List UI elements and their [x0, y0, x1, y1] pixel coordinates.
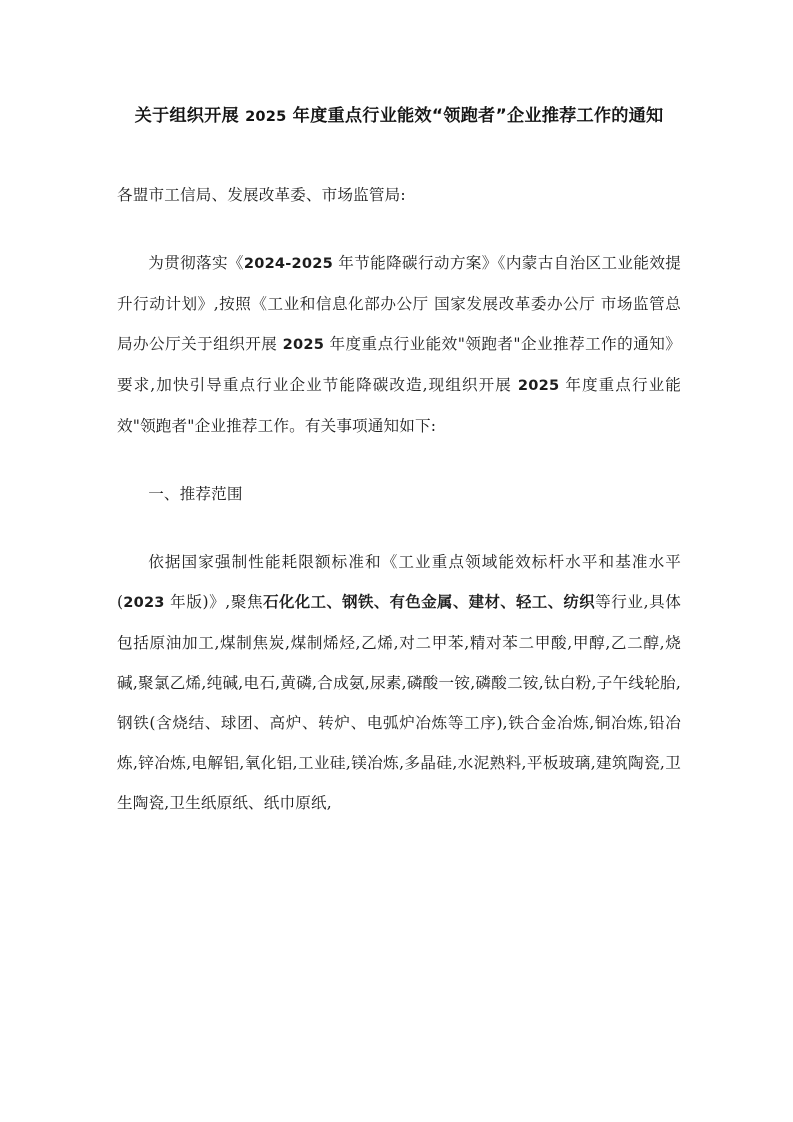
paragraph-preamble: 为贯彻落实《2024-2025 年节能降碳行动方案》《内蒙古自治区工业能效提升行动计划》,按照《工业和信息化部办公厅 国家发展改革委办公厅 市场监管总局办公厅关于组织开展 2025 年度重点行业能效"领跑者"企业推荐工作的通知》要求,加快引导重点行业企业节能降碳改造,现组织开展 2025 年度重点行业能效"领跑者"企业推荐工作。有关事项通知如下:	[117, 254, 682, 435]
spacer-after-recipient	[117, 215, 681, 243]
numeric-run: 2025	[282, 336, 325, 353]
section-heading-scope: 一、推荐范围	[148, 485, 243, 503]
numeric-run: 2025	[245, 108, 287, 125]
spacer-after-title	[117, 137, 681, 175]
document-body	[117, 96, 681, 823]
numeric-run: 2024-2025	[243, 255, 333, 272]
page-title: 关于组织开展 2025 年度重点行业能效“领跑者”企业推荐工作的通知	[134, 106, 664, 126]
scope-bold-industries: 石化化工、钢铁、有色金属、建材、轻工、纺织	[263, 593, 596, 611]
spacer-after-preamble	[117, 446, 681, 474]
numeric-run: 2023	[123, 594, 165, 611]
numeric-run: 2025	[517, 377, 560, 394]
scope-tail: 等行业,具体包括原油加工,煤制焦炭,煤制烯烃,乙烯,对二甲苯,精对苯二甲酸,甲醇,乙二醇,烧碱,聚氯乙烯,纯碱,电石,黄磷,合成氨,尿素,磷酸一铵,磷酸二铵,钛白粉,子午线轮胎,钢铁(含烧结、球团、高炉、转炉、电弧炉冶炼等工序),铁合金冶炼,铜冶炼,铅冶炼,锌冶炼,电解铝,氧化铝,工业硅,镁冶炼,多晶硅,水泥熟料,平板玻璃,建筑陶瓷,卫生陶瓷,卫生纸原纸、纸巾原纸,	[117, 593, 681, 812]
spacer-after-heading	[117, 514, 681, 542]
scope-lead-in: 依据国家强制性能耗限额标准和《工业重点领域能效标杆水平和基准水平(2023 年版)》,聚焦	[117, 553, 681, 611]
paragraph-scope	[117, 542, 681, 823]
recipient-line: 各盟市工信局、发展改革委、市场监管局:	[117, 186, 406, 204]
